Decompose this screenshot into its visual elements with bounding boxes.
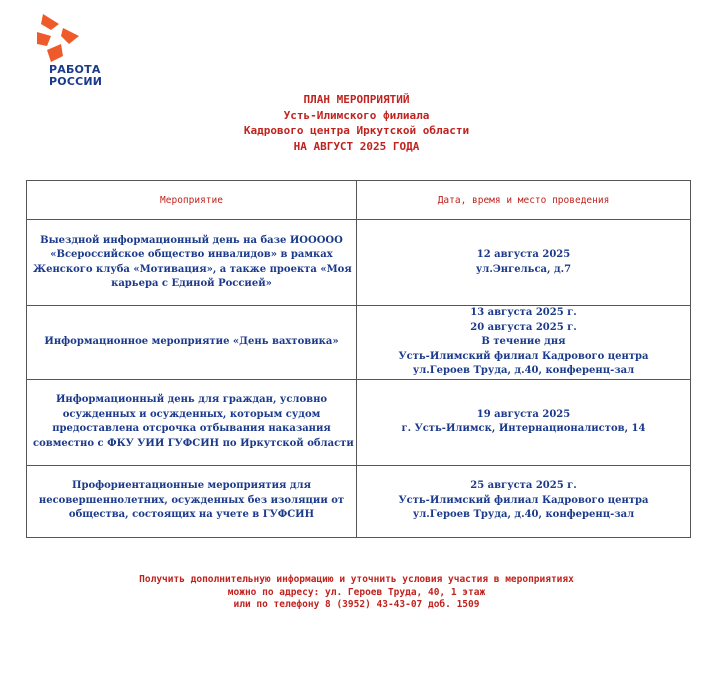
table-row: [27, 220, 691, 306]
logo-line-2: РОССИИ: [49, 75, 103, 88]
event-text-line: Женского клуба «Мотивация», а также проекта «Моя: [33, 263, 352, 275]
date-cell: [357, 220, 691, 306]
event-cell: [27, 465, 357, 537]
event-text-line: карьера с Единой Россией»: [111, 278, 272, 289]
event-text-line: несовершеннолетних, осужденных без изоляции от: [38, 494, 345, 506]
event-text-line: Информационное мероприятие «День вахтовика»: [44, 336, 339, 347]
event-cell: [27, 220, 357, 306]
event-text-line: общества, состоящих на учете в ГУФСИН: [68, 509, 315, 521]
date-text-line: Усть-Илимский филиал Кадрового центра: [398, 494, 649, 506]
rabota-rossii-logo: [33, 14, 113, 90]
date-text-line: 19 августа 2025: [476, 408, 571, 420]
events-table: [26, 180, 691, 538]
date-text-line: ул.Энгельса, д.7: [475, 263, 572, 275]
table-row: [27, 465, 691, 537]
date-cell: [357, 379, 691, 465]
date-cell: [357, 465, 691, 537]
date-cell: [357, 306, 691, 380]
date-text-line: ул.Героев Труда, д.40, конференц-зал: [412, 365, 635, 376]
heading-line-4: НА АВГУСТ 2025 ГОДА: [293, 139, 420, 153]
date-text-line: ул.Героев Труда, д.40, конференц-зал: [412, 509, 635, 521]
footer-line-2: можно по адресу: ул. Героев Труда, 40, 1 этаж: [227, 586, 486, 598]
date-text-line: 25 августа 2025 г.: [470, 480, 577, 492]
column-header-date: Дата, время и место проведения: [357, 181, 691, 220]
date-text-line: 13 августа 2025 г.: [470, 307, 577, 318]
logo-wordmark: [49, 64, 102, 88]
event-text-line: «Всероссийское общество инвалидов» в рамках: [50, 249, 333, 260]
heading-line-1: ПЛАН МЕРОПРИЯТИЙ: [303, 93, 410, 106]
logo-line-1: РАБОТА: [49, 63, 101, 76]
event-text-line: предоставлена отсрочка отбывания наказания: [52, 423, 331, 434]
table-header-row: [27, 181, 691, 220]
date-text-line: В течение дня: [481, 336, 566, 347]
date-text-line: Усть-Илимский филиал Кадрового центра: [398, 350, 649, 362]
heading-line-3: Кадрового центра Иркутской области: [243, 124, 470, 137]
table-row: [27, 306, 691, 380]
heading-line-2: Усть-Илимского филиала: [283, 108, 430, 122]
event-text-line: совместно с ФКУ УИИ ГУФСИН по Иркутской области: [33, 437, 354, 449]
event-cell: [27, 306, 357, 380]
date-text-line: 20 августа 2025 г.: [470, 321, 577, 333]
document-heading: [0, 92, 713, 154]
event-text-line: Выездной информационный день на базе ИООООО: [40, 234, 343, 246]
event-text-line: осужденных и осужденных, которым судом: [62, 408, 321, 420]
logo-arrows-icon: [37, 14, 81, 64]
date-text-line: г. Усть-Илимск, Интернационалистов, 14: [401, 423, 646, 434]
event-text-line: Профориентационные мероприятия для: [72, 480, 311, 492]
column-header-event: Мероприятие: [27, 181, 357, 220]
date-text-line: 12 августа 2025: [476, 249, 571, 260]
event-cell: [27, 379, 357, 465]
table-row: [27, 379, 691, 465]
contact-footer: [0, 574, 713, 612]
event-text-line: Информационный день для граждан, условно: [55, 394, 328, 405]
footer-line-3: или по телефону 8 (3952) 43-43-07 доб. 1509: [233, 599, 480, 610]
footer-line-1: Получить дополнительную информацию и уточнить условия участия в мероприятиях: [139, 574, 574, 585]
